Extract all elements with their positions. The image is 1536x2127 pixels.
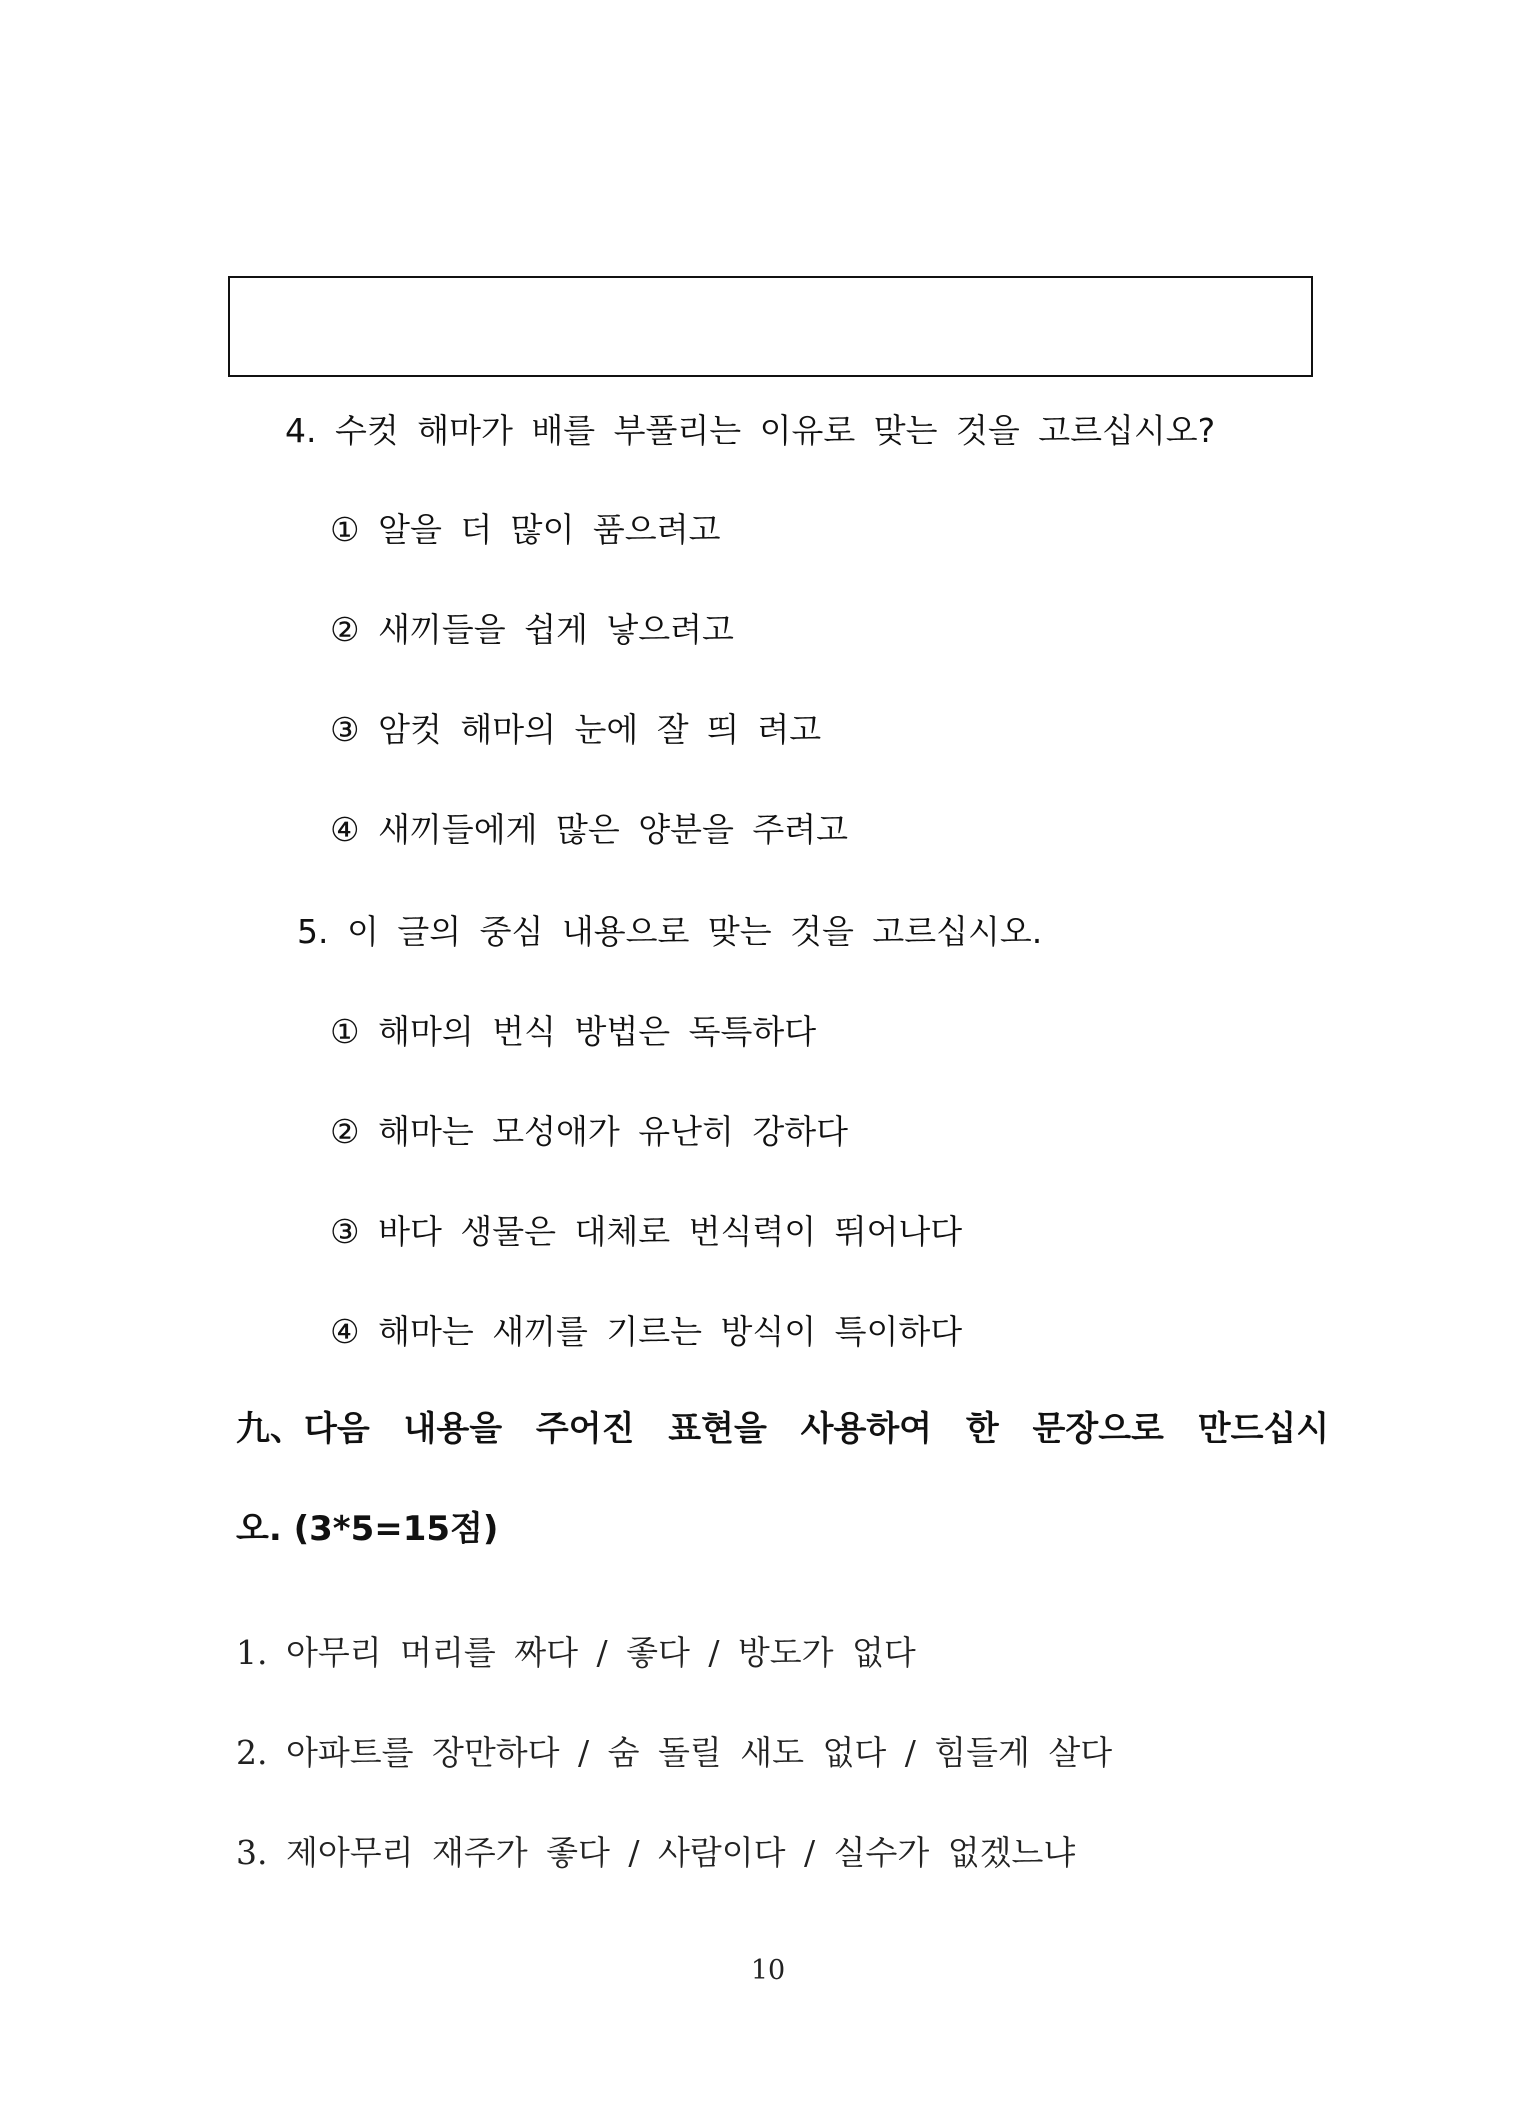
page-number: 10 <box>750 1955 786 1986</box>
answer-box <box>228 276 1313 377</box>
question-5-option-2: ② 해마는 모성애가 유난히 강하다 <box>330 1112 848 1151</box>
question-4-option-3: ③ 암컷 해마의 눈에 잘 띄 려고 <box>330 710 822 749</box>
exercise-item-2: 2. 아파트를 장만하다 / 숨 돌릴 새도 없다 / 힘들게 살다 <box>236 1733 1113 1772</box>
section-9-heading-continued: 오. (3*5=15점) <box>236 1509 499 1549</box>
question-5-option-4: ④ 해마는 새끼를 기르는 방식이 특이하다 <box>330 1312 963 1351</box>
question-4: 4. 수컷 해마가 배를 부풀리는 이유로 맞는 것을 고르십시오? <box>285 411 1216 450</box>
section-9-heading: 九、다음 내용을 주어진 표현을 사용하여 한 문장으로 만드십시 <box>236 1409 1330 1449</box>
question-4-option-4: ④ 새끼들에게 많은 양분을 주려고 <box>330 810 848 849</box>
question-5: 5. 이 글의 중심 내용으로 맞는 것을 고르십시오. <box>297 912 1043 951</box>
question-4-option-1: ① 알을 더 많이 품으려고 <box>330 510 721 549</box>
exercise-item-1: 1. 아무리 머리를 짜다 / 좋다 / 방도가 없다 <box>236 1633 916 1672</box>
exercise-item-3: 3. 제아무리 재주가 좋다 / 사람이다 / 실수가 없겠느냐 <box>236 1833 1076 1872</box>
question-4-option-2: ② 새끼들을 쉽게 낳으려고 <box>330 610 734 649</box>
question-5-option-1: ① 해마의 번식 방법은 독특하다 <box>330 1012 817 1051</box>
question-5-option-3: ③ 바다 생물은 대체로 번식력이 뛰어나다 <box>330 1212 963 1251</box>
